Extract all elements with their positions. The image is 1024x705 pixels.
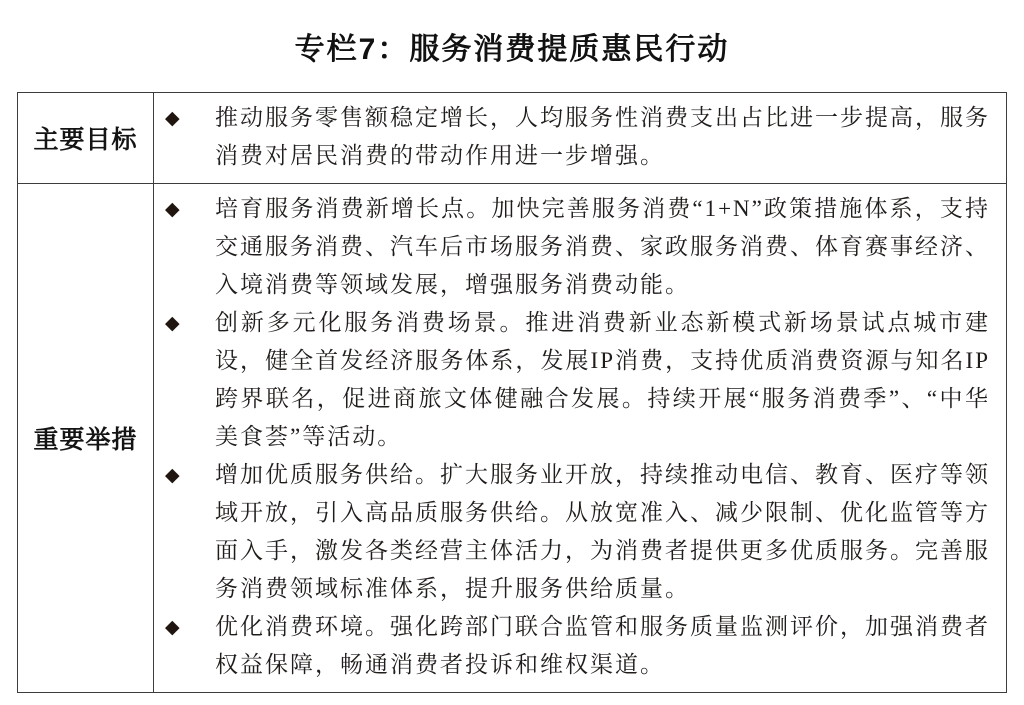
bullet-item: [162, 608, 990, 684]
diamond-bullet-icon: ◆: [165, 198, 180, 220]
bullet-text: 优化消费环境。强化跨部门联合监管和服务质量监测评价，加强消费者权益保障，畅通消费者投诉和维权渠道。: [215, 614, 990, 677]
diamond-bullet-icon: ◆: [165, 107, 180, 129]
row-label-main-goals: 主要目标: [18, 93, 154, 183]
bullet-item: [162, 456, 990, 608]
row-label-key-measures: 重要举措: [18, 184, 154, 692]
diamond-bullet-icon: ◆: [165, 616, 180, 638]
bullet-text: 创新多元化服务消费场景。推进消费新业态新模式新场景试点城市建设，健全首发经济服务体系，发展IP消费，支持优质消费资源与知名IP跨界联名，促进商旅文体健融合发展。持续开展“服务消费季”、“中华美食荟”等活动。: [215, 310, 990, 449]
table-row-main-goals: [18, 93, 1006, 184]
bullet-text: 增加优质服务供给。扩大服务业开放，持续推动电信、教育、医疗等领域开放，引入高品质服务供给。从放宽准入、减少限制、优化监管等方面入手，激发各类经营主体活力，为消费者提供更多优质服务。完善服务消费领域标准体系，提升服务供给质量。: [215, 462, 990, 601]
bullet-text: 培育服务消费新增长点。加快完善服务消费“1+N”政策措施体系，支持交通服务消费、汽车后市场服务消费、家政服务消费、体育赛事经济、入境消费等领域发展，增强服务消费动能。: [215, 196, 990, 297]
page-title: 专栏7：服务消费提质惠民行动: [294, 33, 730, 66]
diamond-bullet-icon: ◆: [165, 464, 180, 486]
bullet-item: [162, 304, 990, 456]
diamond-bullet-icon: ◆: [165, 312, 180, 334]
table-row-key-measures: [18, 184, 1006, 692]
row-content-key-measures: [154, 184, 1006, 692]
bullet-item: [162, 190, 990, 304]
row-content-main-goals: [154, 93, 1006, 183]
bullet-text: 推动服务零售额稳定增长，人均服务性消费支出占比进一步提高，服务消费对居民消费的带动作用进一步增强。: [215, 105, 990, 168]
column-box-table: [17, 92, 1007, 693]
bullet-item: [162, 99, 990, 175]
